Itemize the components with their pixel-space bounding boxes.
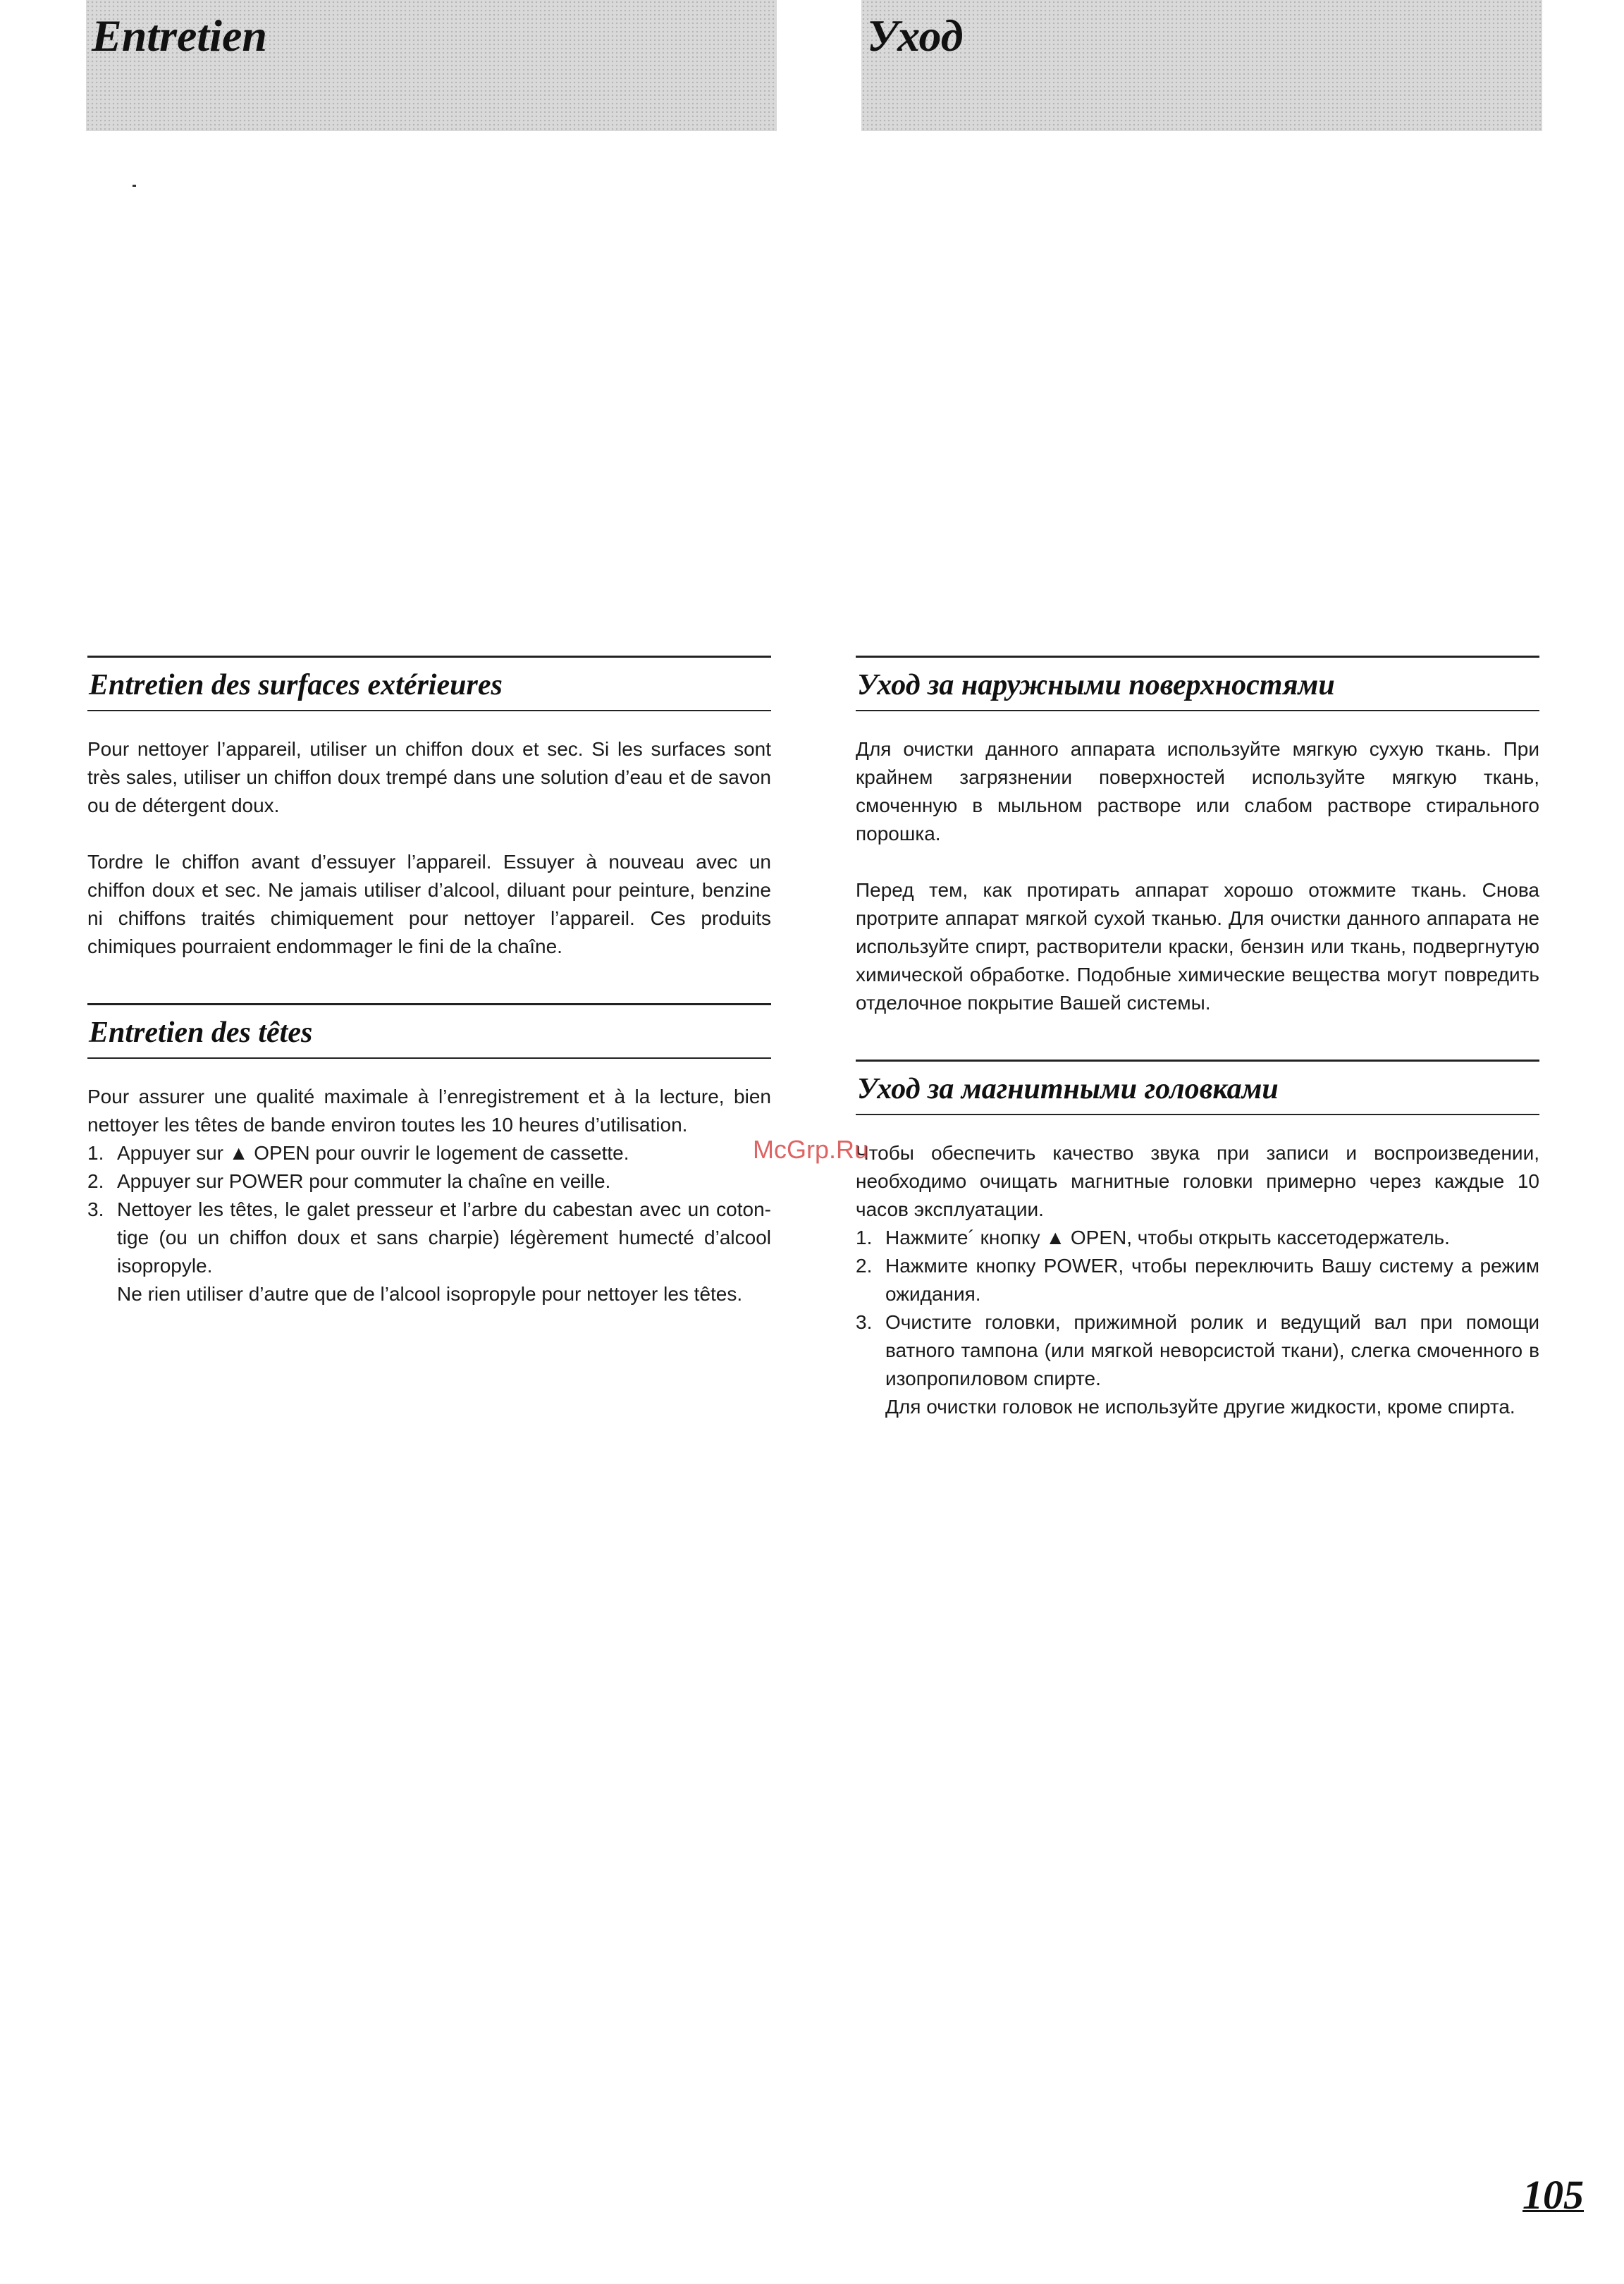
page-title-fr: Entretien [92, 11, 267, 61]
watermark: McGrp.Ru [753, 1135, 869, 1164]
step-text: Очистите головки, прижимной ролик и ведущий вал при помощи ватного тампона (или мягкой неворсистой ткани), слегка смоченного в изопропиловом спирте. [885, 1311, 1539, 1389]
section-title: Уход за магнитными головками [857, 1073, 1279, 1105]
list-item [856, 1252, 1539, 1308]
column-french [87, 656, 771, 1351]
section-exterior-ru [856, 656, 1539, 1017]
paragraph: Tordre le chiffon avant d’essuyer l’appareil. Essuyer à nouveau avec un chiffon doux et sec. Ne jamais utiliser d’alcool, diluant pour peinture, benzine ni chiffons traités chimiquement pour nettoyer l’appareil. Ces produits chimiques pourraient endommager le fini de la chaîne. [87, 851, 771, 957]
paragraph: Для очистки данного аппарата используйте мягкую сухую ткань. При крайнем загрязнении поверхностей используйте мягкую ткань, смоченную в мыльном растворе или слабом растворе стирального порошка. [856, 738, 1539, 845]
section-heads-ru [856, 1060, 1539, 1421]
page-title-ru: Уход [867, 11, 964, 61]
scan-speck [133, 185, 136, 187]
step-text: Нажмите´ кнопку ▲ OPEN, чтобы открыть кассетодержатель. [885, 1227, 1450, 1248]
section-title: Entretien des surfaces extérieures [89, 669, 503, 701]
paragraph: Чтобы обеспечить качество звука при записи и воспроизведении, необходимо очищать магнитные головки примерно через каждые 10 часов эксплуатации. [856, 1142, 1539, 1220]
section-header [856, 656, 1539, 711]
steps-list [87, 1139, 771, 1308]
step-number: 1. [856, 1227, 873, 1248]
step-number: 3. [856, 1311, 873, 1333]
column-russian [856, 656, 1539, 1463]
paragraph: Перед тем, как протирать аппарат хорошо отожмите ткань. Снова протрите аппарат мягкой сухой тканью. Для очистки данного аппарата не используйте спирт, растворители краски, бензин или ткань, подвергнутую химической обработке. Подобные химические вещества могут повредить отделочное покрытие Вашей системы. [856, 879, 1539, 1014]
paragraph: Pour assurer une qualité maximale à l’enregistrement et à la lecture, bien nettoyer les têtes de bande environ toutes les 10 heures d’utilisation. [87, 1086, 771, 1136]
section-heads-fr [87, 1003, 771, 1308]
section-exterior-fr [87, 656, 771, 961]
step-number: 1. [87, 1142, 104, 1164]
section-title: Уход за наружными поверхностями [857, 669, 1335, 701]
list-item [87, 1196, 771, 1308]
list-item [856, 1224, 1539, 1252]
step-number: 2. [856, 1255, 873, 1277]
step-note: Ne rien utiliser d’autre que de l’alcool isopropyle pour nettoyer les têtes. [117, 1283, 743, 1305]
section-header [856, 1060, 1539, 1115]
header-banner-ru [861, 0, 1542, 131]
step-text: Appuyer sur ▲ OPEN pour ouvrir le logement de cassette. [117, 1142, 629, 1164]
step-text: Нажмите кнопку POWER, чтобы переключить Вашу систему а режим ожидания. [885, 1255, 1539, 1305]
list-item [856, 1308, 1539, 1421]
page-number: 105 [1522, 2172, 1584, 2218]
step-number: 2. [87, 1170, 104, 1192]
paragraph: Pour nettoyer l’appareil, utiliser un chiffon doux et sec. Si les surfaces sont très sales, utiliser un chiffon doux trempé dans une solution d’eau et de savon ou de détergent doux. [87, 738, 771, 816]
header-banner-fr [86, 0, 777, 131]
section-header [87, 1003, 771, 1059]
steps-list [856, 1224, 1539, 1421]
step-text: Nettoyer les têtes, le galet presseur et l’arbre du cabestan avec un coton-tige (ou un chiffon doux et sans charpie) légèrement humecté d’alcool isopropyle. [117, 1198, 771, 1277]
list-item [87, 1167, 771, 1196]
section-title: Entretien des têtes [89, 1017, 313, 1049]
step-note: Для очистки головок не используйте другие жидкости, кроме спирта. [885, 1396, 1515, 1418]
list-item [87, 1139, 771, 1167]
step-text: Appuyer sur POWER pour commuter la chaîne en veille. [117, 1170, 611, 1192]
step-number: 3. [87, 1198, 104, 1220]
section-header [87, 656, 771, 711]
